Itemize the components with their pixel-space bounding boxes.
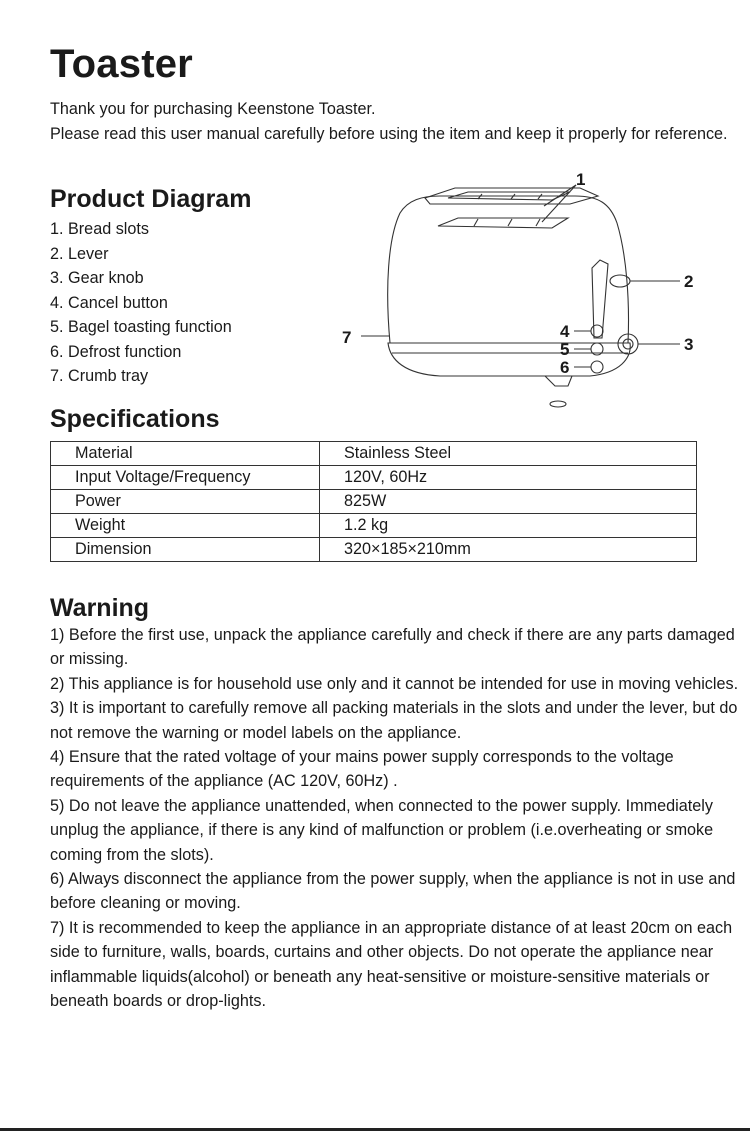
spec-label: Dimension	[51, 538, 320, 562]
product-diagram-heading: Product Diagram	[50, 185, 252, 213]
warning-heading: Warning	[50, 594, 150, 622]
callout-7: 7	[342, 328, 352, 347]
warning-item: 1) Before the first use, unpack the appliance carefully and check if there are any parts damaged or missing.	[50, 626, 735, 669]
table-row	[51, 490, 697, 514]
parts-list	[50, 217, 232, 389]
warning-item: 6) Always disconnect the appliance from the power supply, when the appliance is not in use and before cleaning or moving.	[50, 870, 736, 913]
spec-value: 825W	[320, 490, 697, 514]
cancel-button-shape	[591, 325, 603, 337]
toaster-base	[388, 343, 630, 376]
spec-label: Input Voltage/Frequency	[51, 466, 320, 490]
callout-5: 5	[560, 340, 570, 359]
callout-2: 2	[684, 272, 694, 291]
parts-list-item: 5. Bagel toasting function	[50, 318, 232, 336]
table-row	[51, 442, 697, 466]
intro-line: Please read this user manual carefully before using the item and keep it properly for reference.	[50, 124, 728, 143]
spec-value: Stainless Steel	[320, 442, 697, 466]
warning-list	[50, 623, 740, 1014]
specifications-heading: Specifications	[50, 405, 220, 433]
table-row	[51, 514, 697, 538]
table-row	[51, 466, 697, 490]
toaster-diagram	[330, 168, 710, 418]
callout-3: 3	[684, 335, 694, 354]
parts-list-item: 1. Bread slots	[50, 220, 149, 238]
parts-list-item: 7. Crumb tray	[50, 367, 149, 385]
warning-item: 7) It is recommended to keep the appliance in an appropriate distance of at least 20cm on each side to furniture, walls, boards, curtains and other objects. Do not operate the appliance near inflammable liquids(alcohol) or beneath any heat-sensitive or moisture-sensitive materials or beneath boards or drop-lights.	[50, 918, 733, 1011]
spec-label: Power	[51, 490, 320, 514]
intro-text	[50, 97, 730, 146]
page-title: Toaster	[50, 42, 193, 86]
bread-slot	[438, 218, 568, 228]
warning-item: 3) It is important to carefully remove all packing materials in the slots and under the lever, but do not remove the warning or model labels on the appliance.	[50, 699, 738, 742]
spec-value: 1.2 kg	[320, 514, 697, 538]
callout-4: 4	[560, 322, 570, 341]
spec-label: Weight	[51, 514, 320, 538]
warning-item: 2) This appliance is for household use only and it cannot be intended for use in moving vehicles.	[50, 674, 739, 693]
callout-1: 1	[576, 170, 586, 189]
specifications-table	[50, 441, 697, 562]
parts-list-item: 6. Defrost function	[50, 342, 182, 361]
parts-list-item: 2. Lever	[50, 244, 109, 263]
spec-value: 120V, 60Hz	[320, 466, 697, 490]
parts-list-item: 4. Cancel button	[50, 293, 168, 312]
footer-divider	[0, 1128, 750, 1131]
spec-label: Material	[51, 442, 320, 466]
warning-item: 5) Do not leave the appliance unattended, when connected to the power supply. Immediately unplug the appliance, if there is any kind of malfunction or problem (i.e.overheating or smoke coming from the slots).	[50, 796, 714, 864]
callout-6: 6	[560, 358, 570, 377]
defrost-button-shape	[591, 361, 603, 373]
table-row	[51, 538, 697, 562]
warning-item: 4) Ensure that the rated voltage of your mains power supply corresponds to the voltage requirements of the appliance (AC 120V, 60Hz) .	[50, 748, 674, 791]
intro-line: Thank you for purchasing Keenstone Toaster.	[50, 100, 376, 118]
parts-list-item: 3. Gear knob	[50, 269, 144, 287]
spec-value: 320×185×210mm	[320, 538, 697, 562]
